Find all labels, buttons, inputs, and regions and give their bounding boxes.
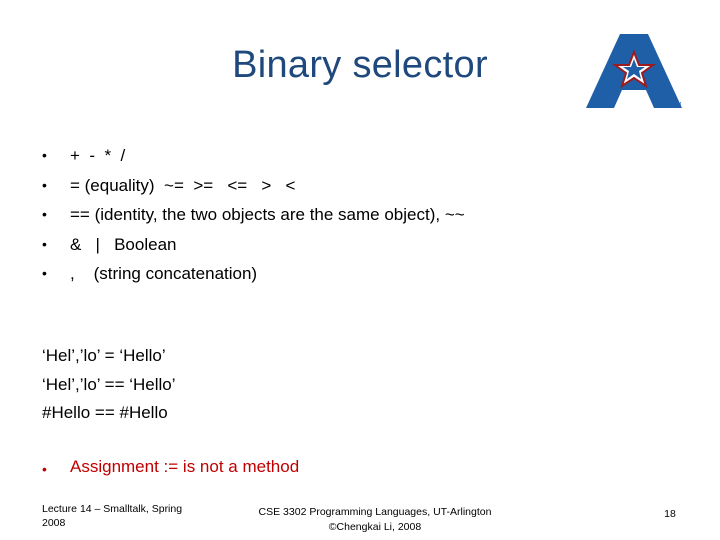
footer-course-line2: ©Chengkai Li, 2008 [328,521,422,533]
example-line: ‘Hel’,’lo’ = ‘Hello’ [42,346,166,365]
uta-logo-icon [584,30,684,114]
bullet-dot: • [42,176,47,193]
bullet-text: & | Boolean [70,234,177,254]
bullet-item [42,259,465,289]
bullet-text: + - * / [70,146,126,165]
bullet-dot: • [42,206,47,222]
code-examples [42,342,176,428]
bullet-text: , (string concatenation) [70,264,258,283]
example-line: ‘Hel’,’lo’ == ‘Hello’ [42,374,176,394]
bullet-text: = (equality) ~= >= <= > < [70,175,296,195]
bullet-item [42,200,465,230]
bullet-dot: • [42,461,47,477]
footer-lecture-line2: 2008 [42,517,66,529]
trademark-mark: TM [674,102,682,108]
bullet-item [42,141,465,171]
footer-lecture [42,502,202,530]
assignment-note [42,457,299,481]
footer-course [250,505,500,535]
bullet-item [42,230,465,260]
footer-course-line1: CSE 3302 Programming Languages, UT-Arlington [258,506,492,518]
bullet-item [42,171,465,201]
bullet-list [42,141,465,289]
bullet-dot: • [42,265,47,281]
page-number: 18 [664,508,676,520]
bullet-dot: • [42,235,47,252]
bullet-text: == (identity, the two objects are the same object), ~~ [70,205,465,224]
assignment-text: Assignment := is not a method [70,457,300,476]
slide-title: Binary selector [232,44,488,86]
footer-lecture-line1: Lecture 14 – Smalltalk, Spring [42,503,183,515]
bullet-dot: • [42,147,47,163]
example-line: #Hello == #Hello [42,403,168,422]
